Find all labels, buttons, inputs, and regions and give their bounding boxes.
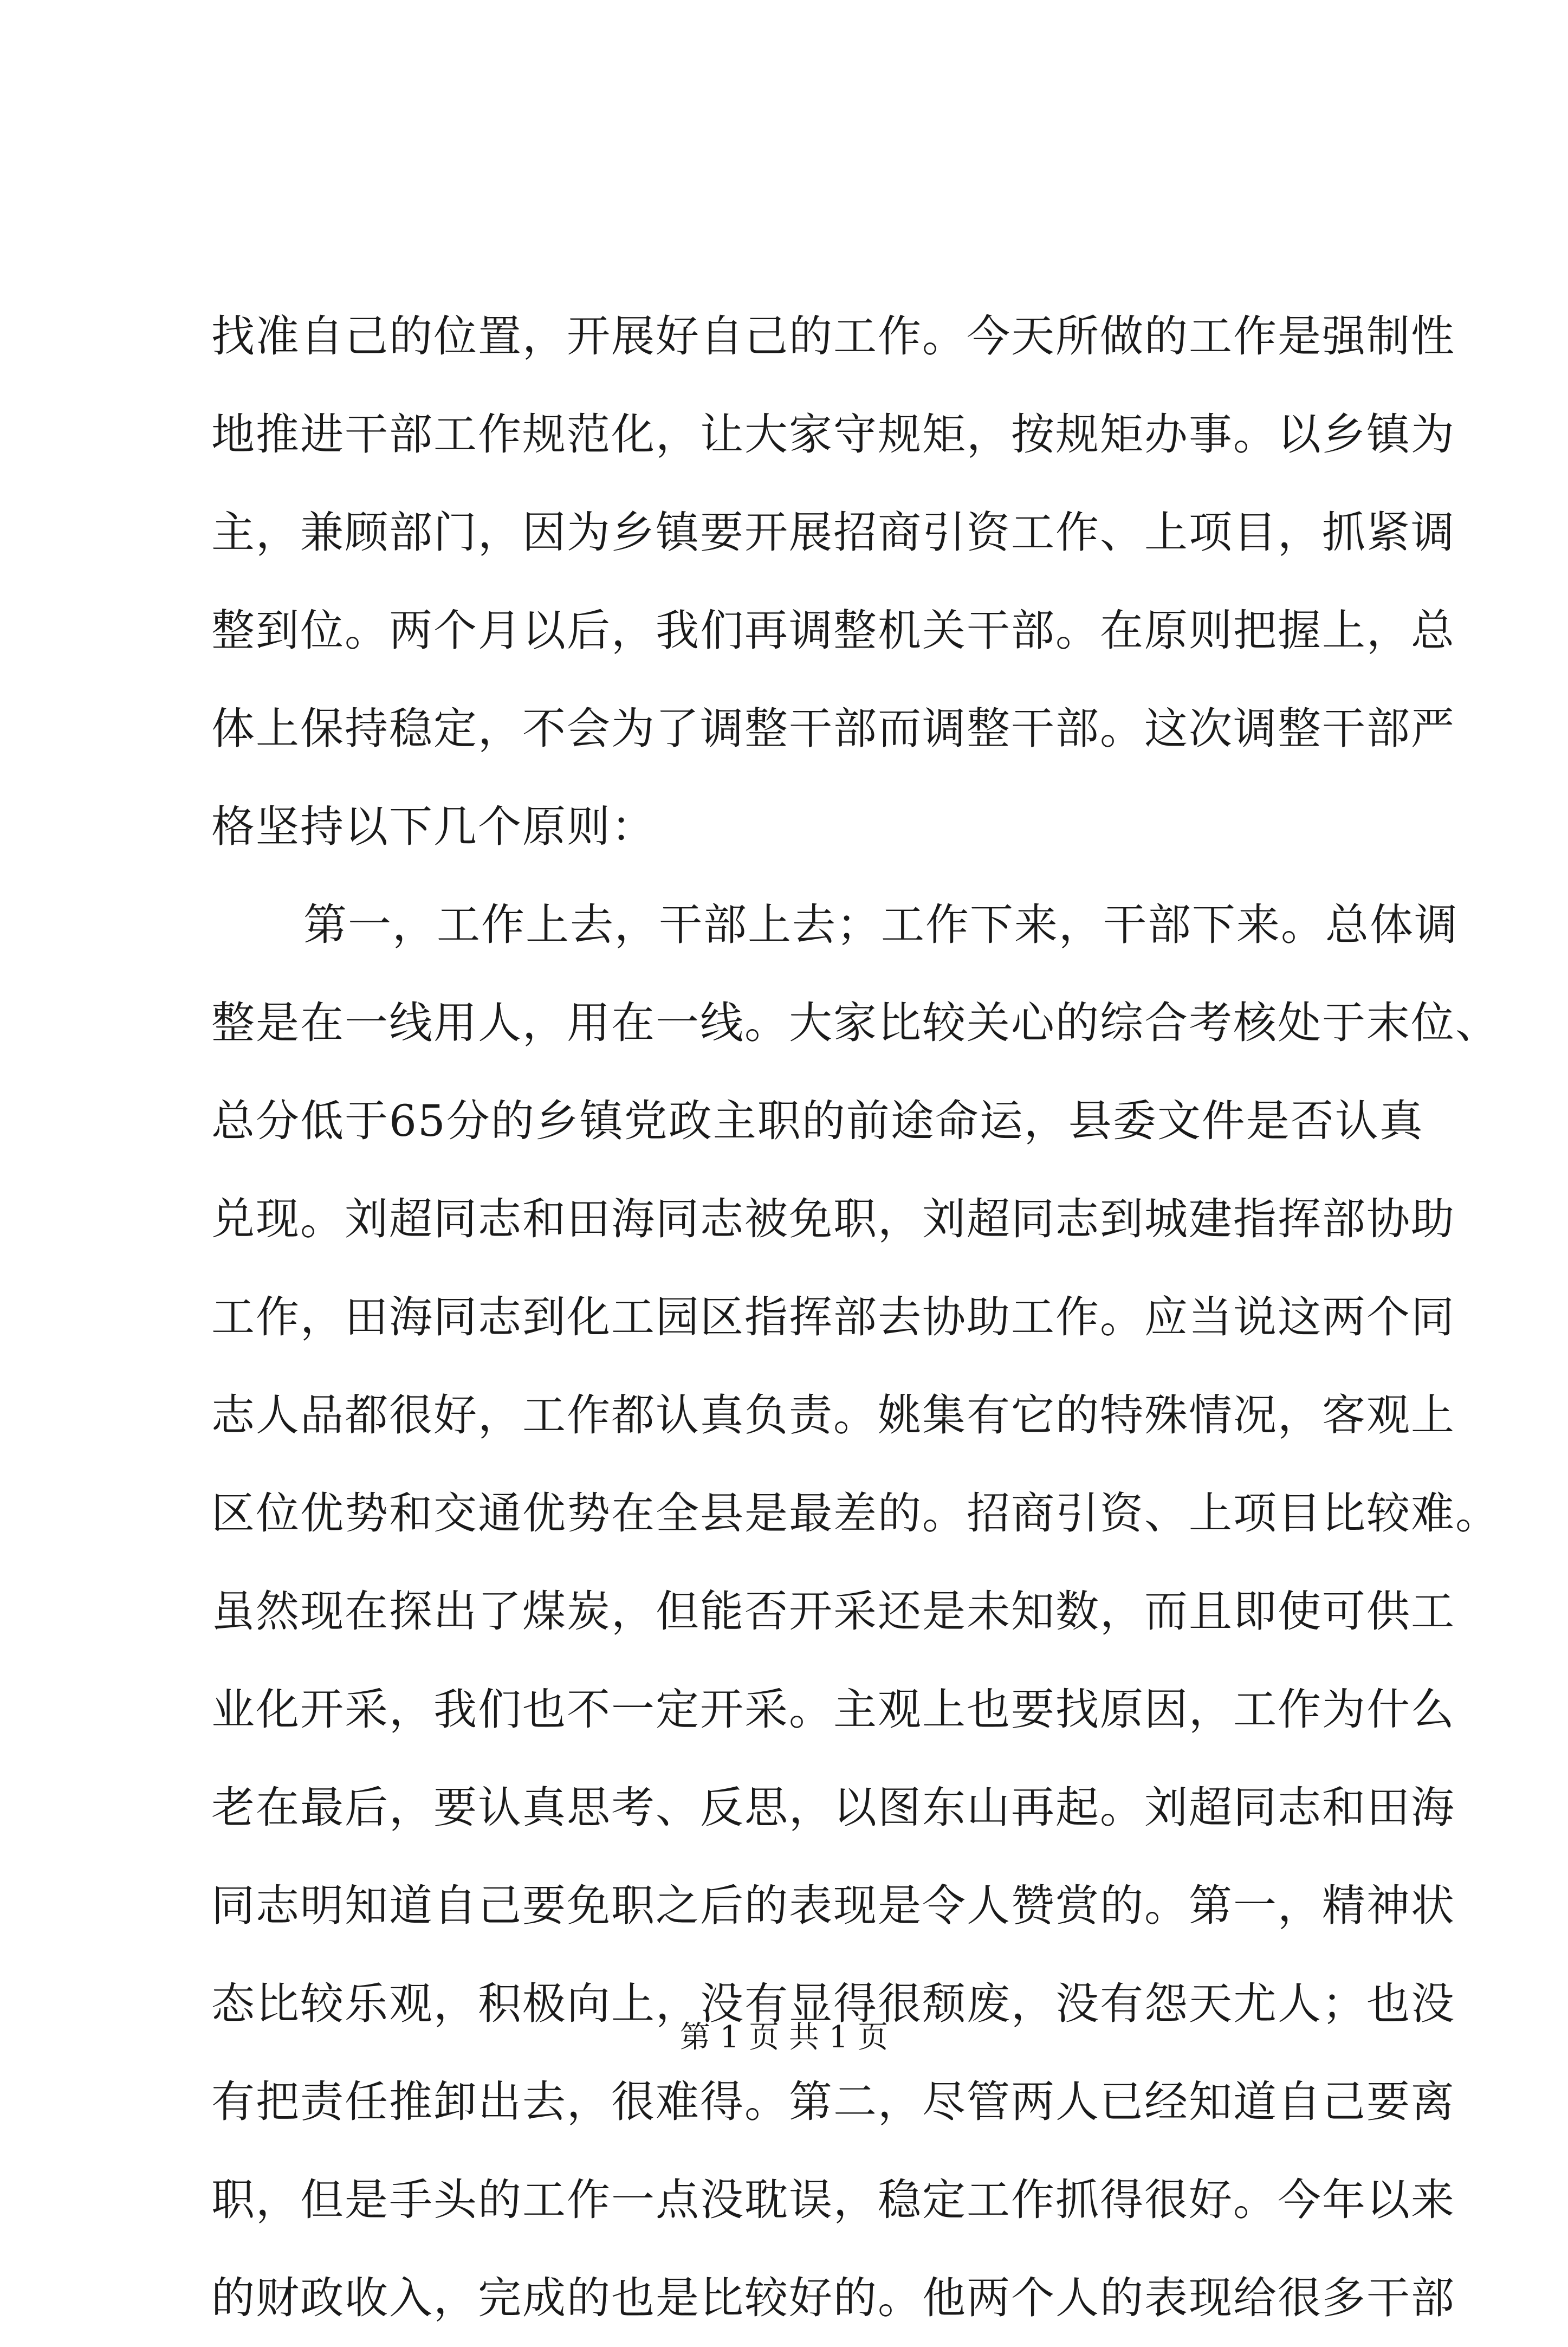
text-line: 职，但是手头的工作一点没耽误，稳定工作抓得很好。今年以来: [211, 2175, 1455, 2225]
text-line: 整是在一线用人，用在一线。大家比较关心的综合考核处于末位、: [211, 998, 1500, 1048]
text-line: 老在最后，要认真思考、反思，以图东山再起。刘超同志和田海: [211, 1782, 1455, 1833]
text-line: 总分低于65分的乡镇党政主职的前途命运，县委文件是否认真: [211, 1096, 1424, 1146]
text-line: 找准自己的位置，开展好自己的工作。今天所做的工作是强制性: [211, 311, 1455, 361]
text-line: 整到位。两个月以后，我们再调整机关干部。在原则把握上，总: [211, 605, 1455, 656]
text-line: 兑现。刘超同志和田海同志被免职，刘超同志到城建指挥部协助: [211, 1194, 1455, 1244]
text-line: 的财政收入，完成的也是比较好的。他两个人的表现给很多干部: [211, 2273, 1455, 2323]
text-line: 地推进干部工作规范化，让大家守规矩，按规矩办事。以乡镇为: [211, 409, 1455, 460]
text-line: 业化开采，我们也不一定开采。主观上也要找原因，工作为什么: [211, 1684, 1455, 1735]
text-line: 第一，工作上去，干部上去；工作下来，干部下来。总体调: [303, 900, 1459, 950]
text-line: 有把责任推卸出去，很难得。第二，尽管两人已经知道自己要离: [211, 2077, 1455, 2127]
page-number-footer: 第 1 页 共 1 页: [679, 2020, 889, 2055]
text-line: 同志明知道自己要免职之后的表现是令人赞赏的。第一，精神状: [211, 1880, 1455, 1931]
text-line: 主，兼顾部门，因为乡镇要开展招商引资工作、上项目，抓紧调: [211, 507, 1455, 558]
text-line: 工作，田海同志到化工园区指挥部去协助工作。应当说这两个同: [211, 1292, 1455, 1342]
text-line: 态比较乐观，积极向上，没有显得很颓废，没有怨天尤人；也没: [211, 1979, 1455, 2029]
text-line: 体上保持稳定，不会为了调整干部而调整干部。这次调整干部严: [211, 703, 1455, 754]
text-line: 志人品都很好，工作都认真负责。姚集有它的特殊情况，客观上: [211, 1390, 1455, 1440]
text-line: 虽然现在探出了煤炭，但能否开采还是未知数，而且即使可供工: [211, 1586, 1455, 1637]
text-line: 区位优势和交通优势在全县是最差的。招商引资、上项目比较难。: [211, 1488, 1500, 1538]
text-line: 格坚持以下几个原则：: [211, 801, 656, 852]
